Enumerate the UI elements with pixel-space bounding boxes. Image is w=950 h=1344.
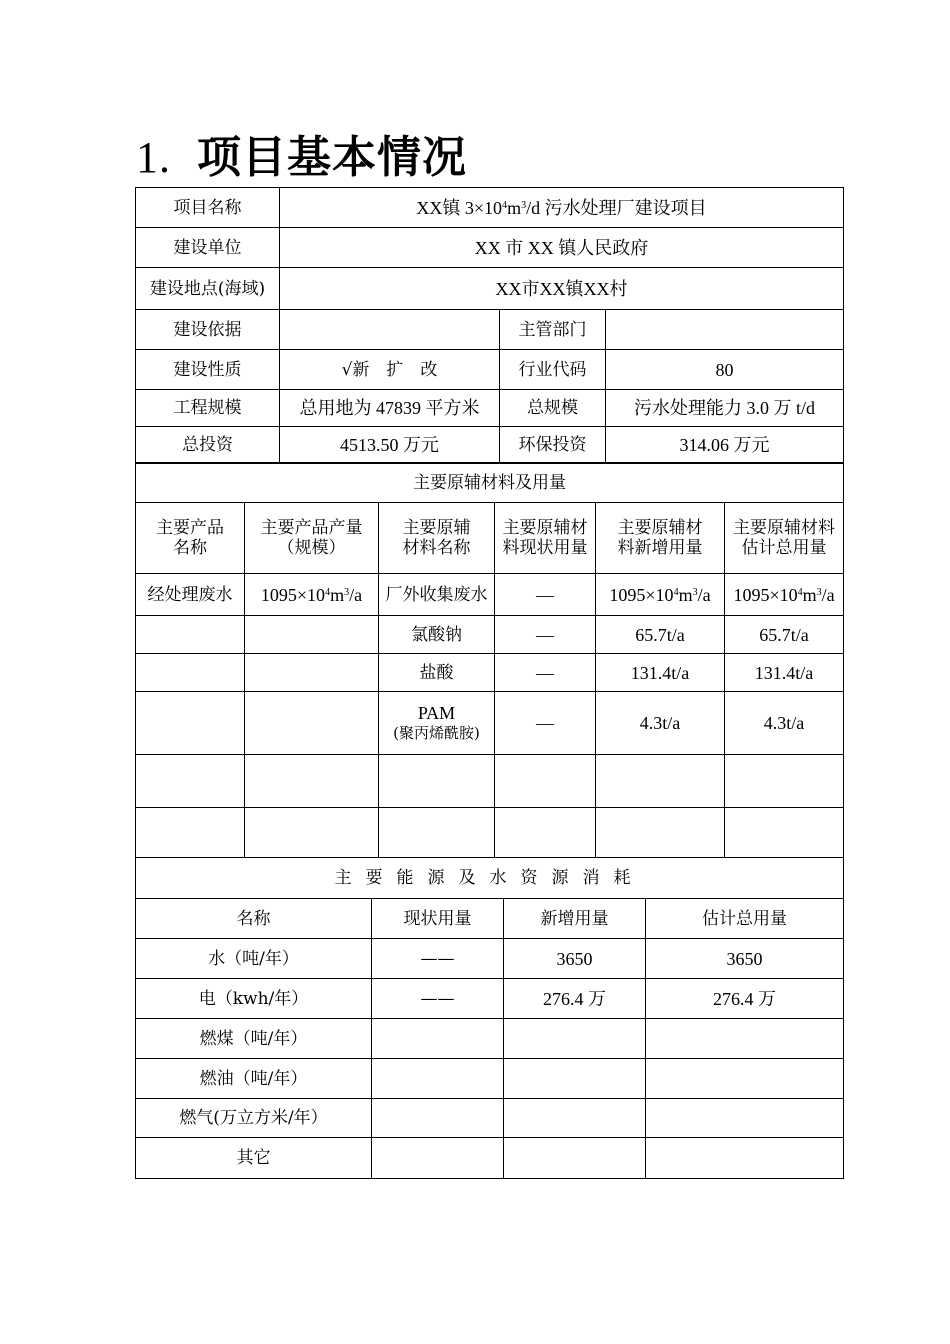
empty-cell [136,808,245,858]
raw-total-cell: 65.7t/a [725,616,844,654]
empty-cell [596,755,725,808]
product-cell [136,654,245,692]
nature-value: √新 扩 改 [280,350,500,390]
table-row [136,574,844,616]
energy-total-cell [646,1059,844,1099]
table-row [136,616,844,654]
empty-cell [596,808,725,858]
table-row [136,979,844,1019]
table-row [136,310,844,350]
energy-new-cell: 276.4 万 [504,979,646,1019]
header-new: 新增用量 [504,899,646,939]
energy-section-title: 主要能源及水资源消耗 [136,858,844,899]
raw-current-cell: — [495,654,596,692]
raw-new-cell: 4.3t/a [596,692,725,755]
table-row [136,350,844,390]
product-output-cell [245,692,379,755]
table-row [136,1059,844,1099]
basis-label: 建设依据 [136,310,280,350]
energy-total-cell: 276.4 万 [646,979,844,1019]
energy-name-cell: 燃煤（吨/年） [136,1019,372,1059]
energy-new-cell [504,1019,646,1059]
empty-cell [379,808,495,858]
energy-current-cell: —— [372,939,504,979]
product-cell [136,616,245,654]
env-invest-value: 314.06 万元 [606,427,844,464]
raw-current-cell: — [495,574,596,616]
header-current: 现状用量 [372,899,504,939]
table-row [136,390,844,427]
basic-info-table [135,187,844,464]
table-row [136,188,844,228]
energy-current-cell [372,1019,504,1059]
table-row [136,939,844,979]
energy-new-cell [504,1138,646,1179]
raw-name-cell: 厂外收集废水 [379,574,495,616]
table-row [136,755,844,808]
header-raw-name: 主要原辅 材料名称 [379,503,495,574]
header-raw-new: 主要原辅材 料新增用量 [596,503,725,574]
raw-name-cell: 盐酸 [379,654,495,692]
section-heading [136,128,467,188]
energy-new-cell: 3650 [504,939,646,979]
table-row [136,228,844,268]
total-scale-value: 污水处理能力 3.0 万 t/d [606,390,844,427]
materials-section-title: 主要原辅材料及用量 [136,463,844,503]
invest-label: 总投资 [136,427,280,464]
empty-cell [495,755,596,808]
raw-current-cell: — [495,692,596,755]
dept-value [606,310,844,350]
raw-new-cell: $1095\times 10^4m^3/a$ [596,574,725,616]
section-title: 项目基本情况 [197,132,467,183]
table-row [136,899,844,939]
product-output-cell [245,654,379,692]
scale-value: 总用地为 47839 平方米 [280,390,500,427]
unit-label: 建设单位 [136,228,280,268]
energy-new-cell [504,1059,646,1099]
table-row [136,427,844,464]
energy-name-cell: 燃油（吨/年） [136,1059,372,1099]
product-output-cell: $1095\times 10^4m^3/a$ [245,574,379,616]
section-number: 1. [136,133,171,182]
empty-cell [136,755,245,808]
table-row [136,1099,844,1138]
project-name-value: XX镇 $3\times 10^4m^3/d$ 污水处理厂建设项目 [280,188,844,228]
header-total: 估计总用量 [646,899,844,939]
energy-current-cell [372,1099,504,1138]
empty-cell [725,755,844,808]
energy-name-cell: 水（吨/年） [136,939,372,979]
energy-table [135,857,844,1179]
energy-total-cell: 3650 [646,939,844,979]
header-product-output: 主要产品产量 （规模） [245,503,379,574]
raw-new-cell: 131.4t/a [596,654,725,692]
table-row [136,1019,844,1059]
raw-current-cell: — [495,616,596,654]
table-row [136,858,844,899]
dept-label: 主管部门 [500,310,606,350]
table-row [136,808,844,858]
raw-total-cell: 131.4t/a [725,654,844,692]
energy-total-cell [646,1138,844,1179]
energy-current-cell: —— [372,979,504,1019]
product-output-cell [245,616,379,654]
empty-cell [725,808,844,858]
header-name: 名称 [136,899,372,939]
energy-name-cell: 电（kwh/年） [136,979,372,1019]
raw-name-cell: PAM (聚丙烯酰胺) [379,692,495,755]
table-row [136,692,844,755]
energy-name-cell: 其它 [136,1138,372,1179]
location-value: XX市XX镇XX村 [280,268,844,310]
raw-new-cell: 65.7t/a [596,616,725,654]
empty-cell [245,755,379,808]
energy-name-cell: 燃气(万立方米/年） [136,1099,372,1138]
empty-cell [379,755,495,808]
header-raw-current: 主要原辅材 料现状用量 [495,503,596,574]
unit-value: XX 市 XX 镇人民政府 [280,228,844,268]
invest-value: 4513.50 万元 [280,427,500,464]
raw-total-cell: 4.3t/a [725,692,844,755]
header-product-name: 主要产品 名称 [136,503,245,574]
nature-label: 建设性质 [136,350,280,390]
table-row [136,1138,844,1179]
scale-label: 工程规模 [136,390,280,427]
table-row [136,268,844,310]
industry-label: 行业代码 [500,350,606,390]
location-label: 建设地点(海域) [136,268,280,310]
table-row [136,463,844,503]
energy-new-cell [504,1099,646,1138]
energy-current-cell [372,1138,504,1179]
basis-value [280,310,500,350]
header-raw-total: 主要原辅材料 估计总用量 [725,503,844,574]
industry-value: 80 [606,350,844,390]
empty-cell [245,808,379,858]
total-scale-label: 总规模 [500,390,606,427]
raw-total-cell: $1095\times 10^4m^3/a$ [725,574,844,616]
empty-cell [495,808,596,858]
energy-total-cell [646,1099,844,1138]
energy-total-cell [646,1019,844,1059]
project-name-label: 项目名称 [136,188,280,228]
table-row [136,654,844,692]
table-row [136,503,844,574]
energy-current-cell [372,1059,504,1099]
product-cell [136,692,245,755]
product-cell: 经处理废水 [136,574,245,616]
materials-table [135,462,844,858]
raw-name-cell: 氯酸钠 [379,616,495,654]
env-invest-label: 环保投资 [500,427,606,464]
